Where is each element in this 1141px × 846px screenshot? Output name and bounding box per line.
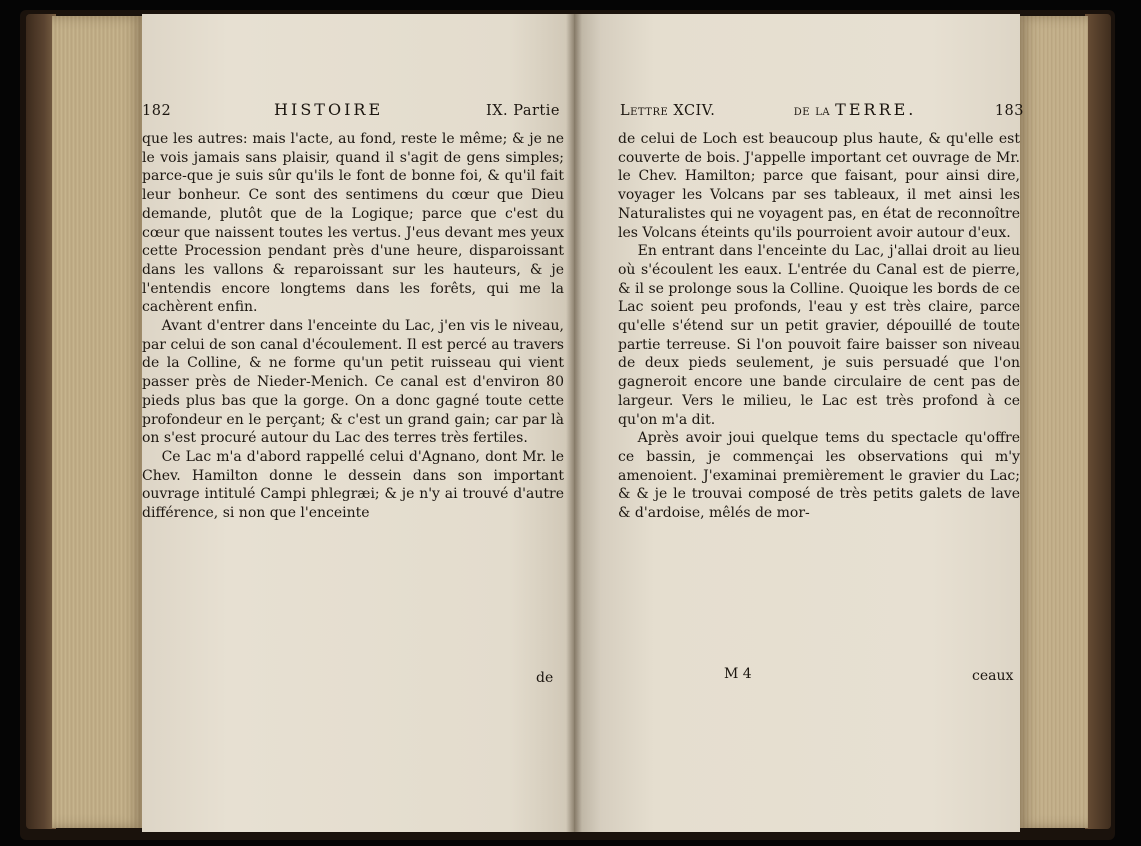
right-page-edges [1018, 16, 1088, 828]
left-page-edges [52, 16, 144, 828]
right-body-text [618, 130, 1020, 523]
left-page [142, 14, 574, 832]
right-page-number: 183 [994, 103, 1024, 119]
right-running-head [620, 100, 1024, 119]
right-catchword: ceaux [972, 668, 1014, 684]
right-paragraph-2: En entrant dans l'enceinte du Lac, j'allai droit au lieu où s'écoulent les eaux. L'entrée du Canal est de pierre, & il se prolonge sous la Colline. Quoique les bords de ce Lac soient peu profonds, l'eau y est très claire, parce qu'elle s'étend sur un petit gravier, dépouillé de toute partie terreuse. Si l'on pouvoit faire baisser son niveau de deux pieds seulement, je suis persuadé que l'on gagneroit encore une bande circulaire de cent pas de largeur. Vers le milieu, le Lac est très profond à ce qu'on m'a dit. [618, 243, 1020, 428]
left-paragraph-3: Ce Lac m'a d'abord rappellé celui d'Agnano, dont Mr. le Chev. Hamilton donne le dessein dans son important ouvrage intitulé Campi phlegræi; & je n'y ai trouvé d'autre différence, si non que l'enceinte [142, 448, 564, 522]
left-running-head [142, 100, 560, 119]
left-running-title: HISTOIRE [274, 100, 384, 119]
right-paragraph-1: de celui de Loch est beaucoup plus haute, & qu'elle est couverte de bois. J'appelle important cet ouvrage de Mr. le Chev. Hamilton; parce que faisant, pour ainsi dire, voyager les Volcans par ses tableaux, il met ainsi les Naturalistes qui ne voyagent pas, en état de reconnoître les Volcans éteints qu'ils pourroient avoir autour d'eux. [618, 131, 1020, 241]
right-running-title: TERRE. [835, 100, 917, 119]
right-cover [1085, 14, 1111, 829]
book-gutter [566, 14, 582, 832]
right-page [574, 14, 1024, 832]
left-page-number: 182 [142, 103, 172, 119]
left-catchword: de [536, 670, 554, 686]
left-part-label: IX. Partie [485, 103, 560, 119]
right-paragraph-3: Après avoir joui quelque tems du spectacle qu'offre ce bassin, je commençai les observations qui m'y amenoient. J'examinai premièrement le gravier du Lac; & & je le trouvai composé de très petits galets de lave & d'ardoise, mêlés de mor- [618, 430, 1020, 522]
right-letter-label: Lettre XCIV. [620, 103, 716, 119]
left-paragraph-1: que les autres: mais l'acte, au fond, reste le même; & je ne le vois jamais sans plaisir, quand il s'agit de gens simples; parce-que je suis sûr qu'ils le font de bonne foi, & qu'il fait leur bonheur. Ce sont des sentimens du cœur que Dieu demande, plutôt que de la Logique; parce que c'est du cœur que naissent toutes les vertus. J'eus devant mes yeux cette Procession pendant près d'une heure, disparoissant dans les vallons & reparoissant sur les hauteurs, & je l'entendis encore longtems dans les forêts, qui me la cachèrent enfin. [142, 131, 564, 316]
right-signature-mark: M 4 [724, 666, 752, 682]
left-body-text [142, 130, 564, 523]
left-paragraph-2: Avant d'entrer dans l'enceinte du Lac, j'en vis le niveau, par celui de son canal d'écoulement. Il est percé au travers de la Colline, & ne forme qu'un petit ruisseau qui vient passer près de Nieder-Menich. Ce canal est d'environ 80 pieds plus bas que la gorge. On a donc gagné toute cette profondeur en le perçant; & c'est un grand gain; car par là on s'est procuré autour du Lac des terres très fertiles. [142, 318, 564, 447]
right-running-de: de la [793, 103, 831, 119]
